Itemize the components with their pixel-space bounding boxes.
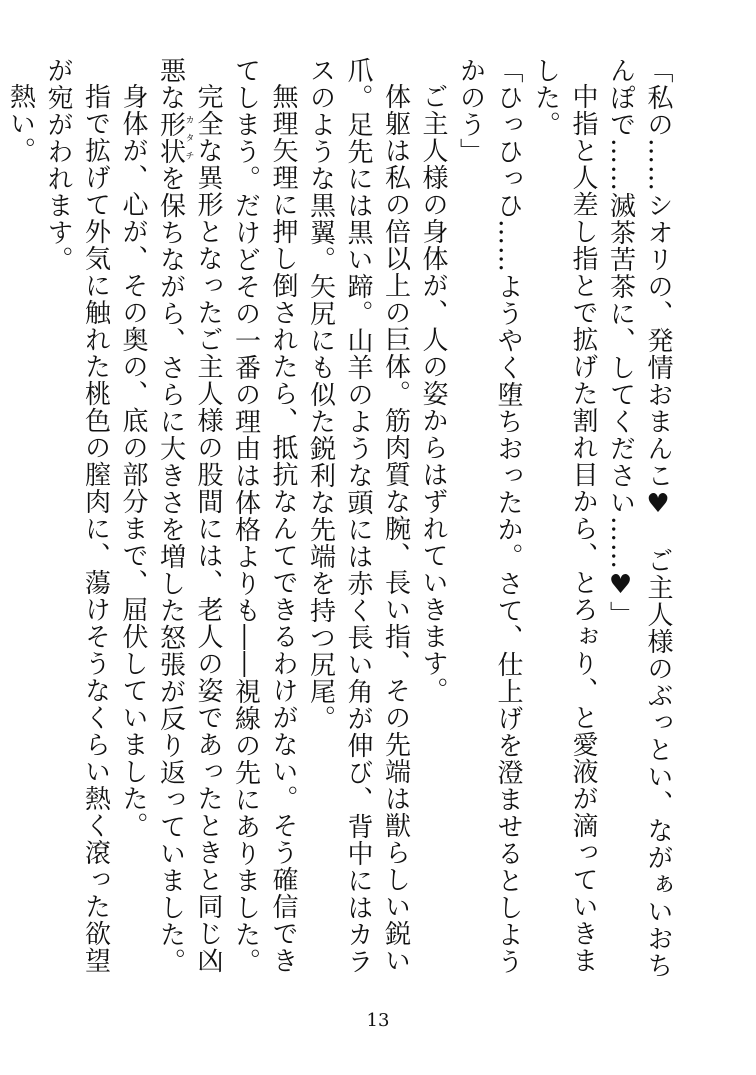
paragraph-11 [0,57,1,997]
paragraph-6: 無理矢理に押し倒されたら、抵抗なんてできるわけがない。そう確信できてしまう。だけどその一番の理由は体格よりも――視線の先にありました。 [230,57,298,975]
ruby-katachi [155,111,194,165]
paragraph-3: 「ひっひっひ……ようやく堕ちおったか。さて、仕上げを澄ませるとしようかのう」 [455,57,523,975]
page-number: 13 [366,1010,390,1031]
paragraph-1: 「私の……シオリの、発情おまんこ♥ ご主人様のぶっとい、ながぁいおちんぽで……滅茶苦茶に、してください……♥」 [605,57,673,979]
paragraph-8: 身体が、心が、その奥の、底の部分まで、屈伏していました。 [118,83,148,839]
paragraph-7 [151,57,226,997]
ruby-base: 形状 [155,111,186,165]
paragraph-5: 体躯は私の倍以上の巨体。筋肉質な腕、長い指、その先端は獣らしい鋭い爪。足先には黒い蹄。山羊のような頭には赤く長い角が伸び、背中にはカラスのような黒翼。矢尻にも似た鋭利な先端を持つ尻尾。 [305,57,411,975]
paragraph-2: 中指と人差し指とで拡げた割れ目から、とろぉり、と愛液が滴っていきました。 [530,57,598,974]
body-text [0,57,676,997]
paragraph-7-before: 完全な異形となったご主人様の股間には、老人の姿であったときと同じ凶悪な [155,57,223,974]
paragraph-9: 指で拡げて外気に触れた桃色の膣肉に、蕩けそうなくらい熱く滾った欲望が宛がわれます。 [43,57,111,974]
paragraph-4: ご主人様の身体が、人の姿からはずれていきます。 [418,83,448,704]
ruby-reading: カタチ [183,111,194,165]
paragraph-7-after: を保ちながら、さらに大きさを増した怒張が反り返っていました。 [155,165,186,975]
paragraph-10: 熱い。 [5,83,36,164]
